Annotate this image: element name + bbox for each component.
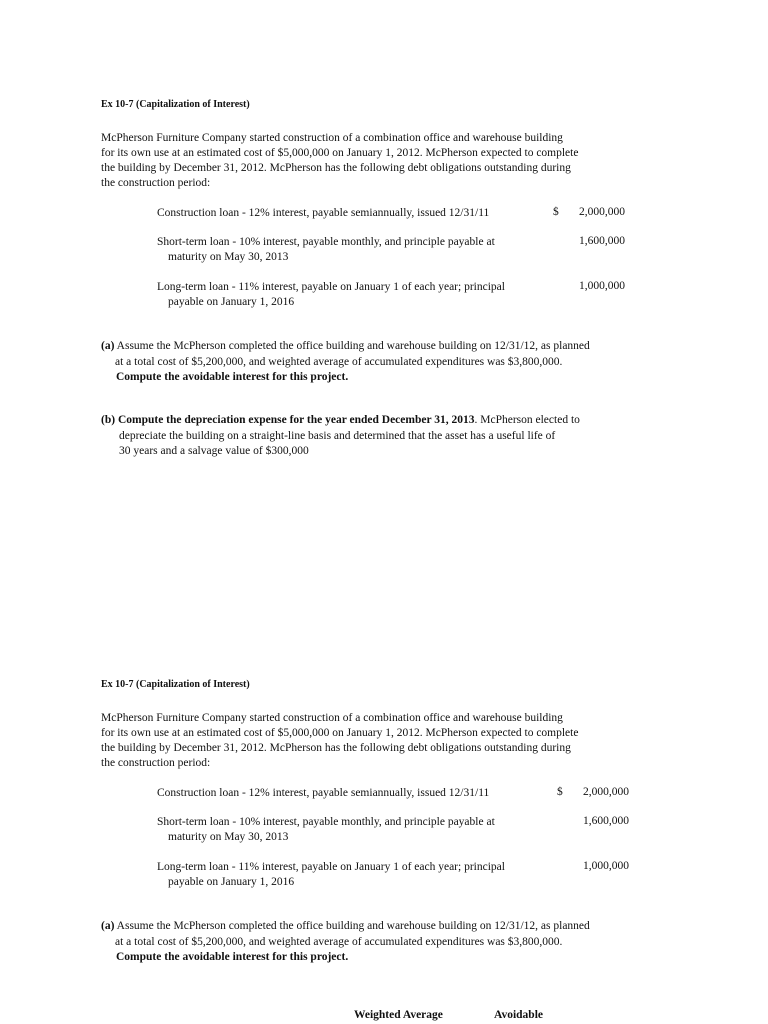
intro-line: the construction period:	[101, 177, 211, 189]
intro-line: the building by December 31, 2012. McPherson has the following debt obligations outstanding during	[101, 162, 571, 174]
question-instruction: Compute the avoidable interest for this project.	[116, 951, 349, 963]
debt-description: Long-term loan - 11% interest, payable on January 1 of each year; principal	[157, 281, 505, 293]
debt-amount: 2,000,000	[583, 786, 629, 798]
question-a	[101, 919, 590, 966]
debt-construction-loan	[157, 786, 489, 801]
intro-paragraph	[101, 711, 578, 771]
debt-amount: 2,000,000	[579, 206, 625, 218]
debt-amount: 1,600,000	[579, 235, 625, 247]
question-text: 30 years and a salvage value of $300,000	[119, 445, 309, 457]
column-header-weighted-average: Weighted Average	[354, 1009, 443, 1021]
intro-line: McPherson Furniture Company started construction of a combination office and warehouse building	[101, 132, 563, 144]
question-b	[101, 413, 580, 460]
debt-description: Long-term loan - 11% interest, payable on January 1 of each year; principal	[157, 861, 505, 873]
debt-short-term-loan	[157, 815, 495, 845]
debt-description: Construction loan - 12% interest, payable semiannually, issued 12/31/11	[157, 787, 490, 799]
intro-line: the construction period:	[101, 757, 211, 769]
question-text: Assume the McPherson completed the office building and warehouse building on 12/31/12, as planned	[114, 920, 590, 932]
debt-description: Short-term loan - 10% interest, payable monthly, and principle payable at	[157, 236, 495, 248]
debt-long-term-loan	[157, 280, 505, 310]
question-label: (b)	[101, 414, 116, 426]
column-header-avoidable: Avoidable	[494, 1009, 543, 1021]
debt-description-cont: maturity on May 30, 2013	[168, 831, 289, 843]
debt-description-cont: maturity on May 30, 2013	[168, 251, 289, 263]
debt-amount: 1,000,000	[579, 280, 625, 292]
question-label: (a)	[101, 920, 115, 932]
currency-symbol: $	[553, 206, 559, 218]
debt-short-term-loan	[157, 235, 495, 265]
intro-paragraph	[101, 131, 578, 191]
question-text: at a total cost of $5,200,000, and weighted average of accumulated expenditures was $3,800,000.	[115, 935, 563, 948]
intro-line: McPherson Furniture Company started construction of a combination office and warehouse building	[101, 712, 563, 724]
exercise-title: Ex 10-7 (Capitalization of Interest)	[101, 99, 250, 110]
exercise-title: Ex 10-7 (Capitalization of Interest)	[101, 679, 250, 690]
debt-amount: 1,600,000	[583, 815, 629, 827]
question-instruction: Compute the depreciation expense for the year ended December 31, 2013	[115, 414, 475, 426]
question-a	[101, 339, 590, 386]
debt-long-term-loan	[157, 860, 505, 890]
debt-construction-loan	[157, 206, 489, 221]
debt-amount: 1,000,000	[583, 860, 629, 872]
intro-line: for its own use at an estimated cost of $5,000,000 on January 1, 2012. McPherson expected to complete	[101, 147, 579, 159]
debt-description-cont: payable on January 1, 2016	[168, 876, 295, 888]
currency-symbol: $	[557, 786, 563, 798]
question-instruction: Compute the avoidable interest for this project.	[116, 371, 349, 383]
question-text: at a total cost of $5,200,000, and weighted average of accumulated expenditures was $3,800,000.	[115, 355, 563, 368]
question-text: Assume the McPherson completed the office building and warehouse building on 12/31/12, as planned	[114, 340, 590, 352]
debt-description-cont: payable on January 1, 2016	[168, 296, 295, 308]
intro-line: for its own use at an estimated cost of $5,000,000 on January 1, 2012. McPherson expected to complete	[101, 727, 579, 739]
intro-line: the building by December 31, 2012. McPherson has the following debt obligations outstanding during	[101, 742, 571, 754]
question-text: . McPherson elected to	[474, 414, 580, 426]
debt-description: Construction loan - 12% interest, payable semiannually, issued 12/31/11	[157, 207, 490, 219]
question-text: depreciate the building on a straight-line basis and determined that the asset has a useful life of	[119, 429, 556, 442]
question-label: (a)	[101, 340, 115, 352]
debt-description: Short-term loan - 10% interest, payable monthly, and principle payable at	[157, 816, 495, 828]
